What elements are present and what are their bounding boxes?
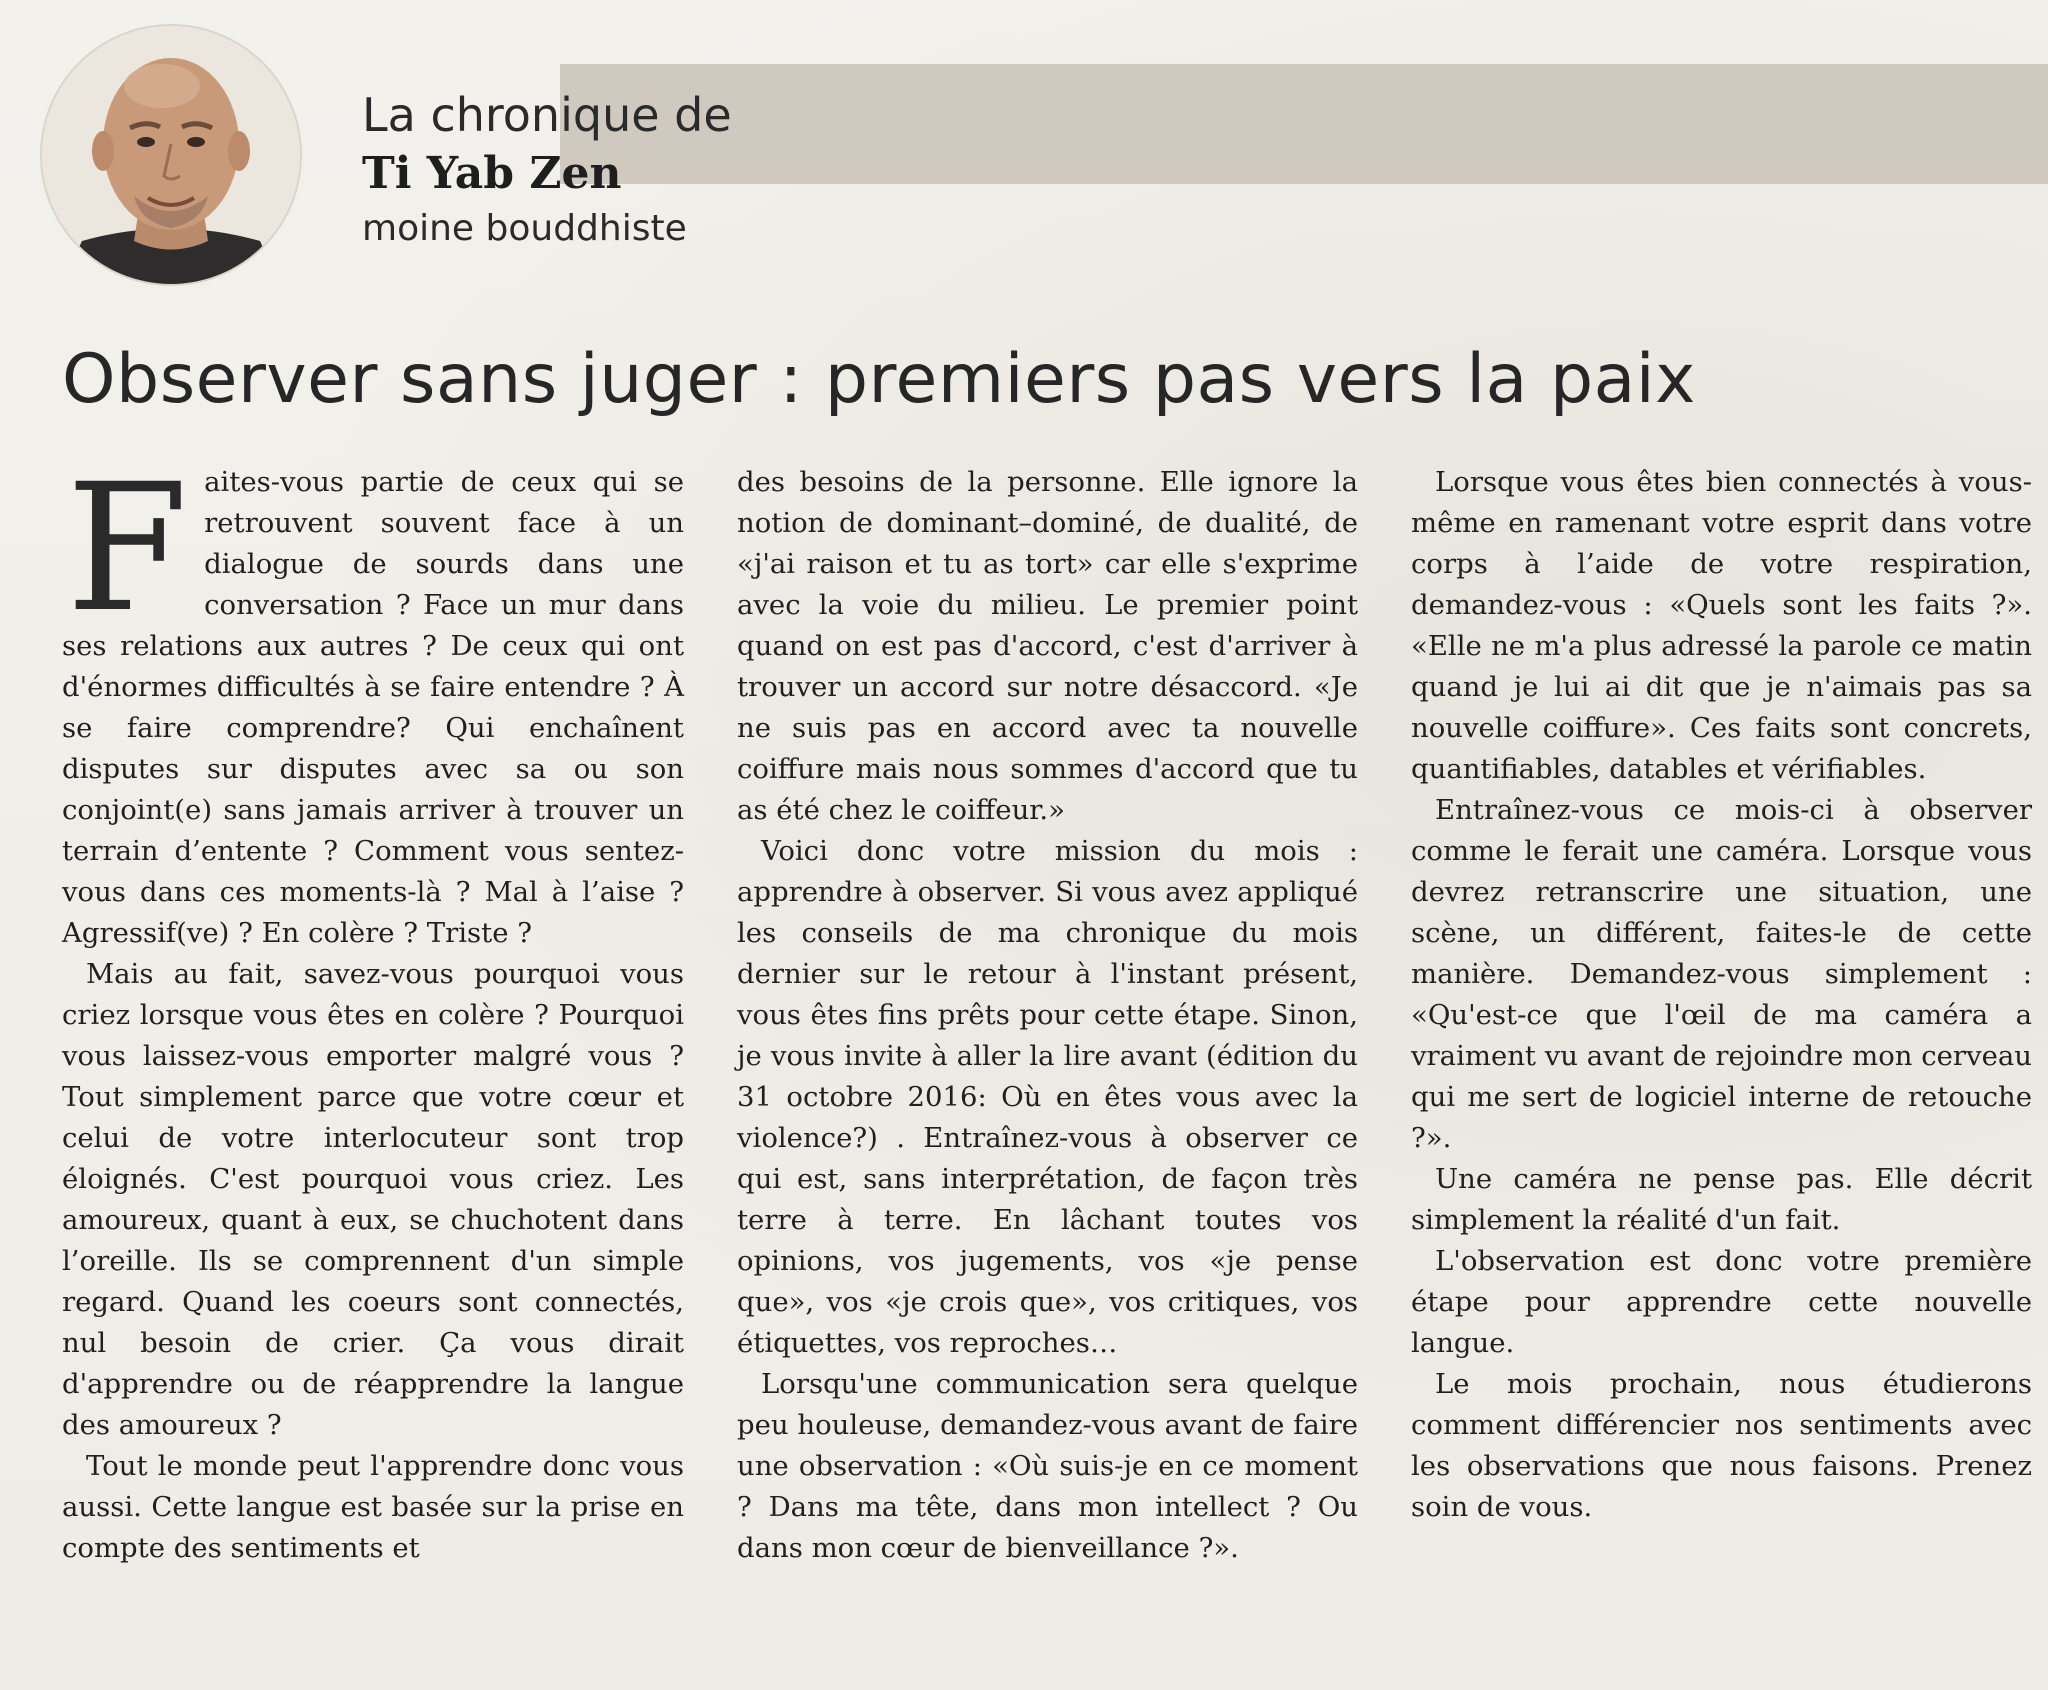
paragraph: Une caméra ne pense pas. Elle décrit simplement la réalité d'un fait. [1411, 1163, 2032, 1236]
paragraph: des besoins de la personne. Elle ignore la notion de dominant–dominé, de dualité, de «j'ai raison et tu as tort» car elle s'exprime avec la voie du milieu. Le premier point quand on est pas d'accord, c'est d'arriver à trouver un accord sur notre désaccord. «Je ne suis pas en accord avec ta nouvelle coiffure mais nous sommes d'accord que tu as été chez le coiffeur.» [737, 466, 1358, 826]
article-column-1 [62, 446, 684, 1569]
article-headline: Observer sans juger : premiers pas vers la paix [62, 340, 1696, 419]
paragraph: Lorsqu'une communication sera quelque peu houleuse, demandez-vous avant de faire une observation : «Où suis-je en ce moment ? Dans ma tête, dans mon intellect ? Ou dans mon cœur de bienveillance ?». [737, 1368, 1358, 1564]
paragraph: L'observation est donc votre première étape pour apprendre cette nouvelle langue. [1411, 1245, 2032, 1359]
drop-cap: F [66, 446, 189, 651]
column-header [362, 86, 732, 254]
author-photo [40, 24, 302, 286]
article-column-3 [1411, 462, 2032, 1528]
paragraph: Le mois prochain, nous étudierons comment différencier nos sentiments avec les observations que nous faisons. Prenez soin de vous. [1411, 1368, 2032, 1523]
paragraph: Mais au fait, savez-vous pourquoi vous criez lorsque vous êtes en colère ? Pourquoi vous laissez-vous emporter malgré vous ? Tout simplement parce que votre cœur et celui de votre interlocuteur sont trop éloignés. C'est pourquoi vous criez. Les amoureux, quant à eux, se chuchotent dans l’oreille. Ils se comprennent d'un simple regard. Quand les coeurs sont connectés, nul besoin de crier. Ça vous dirait d'apprendre ou de réapprendre la langue des amoureux ? [62, 958, 684, 1441]
header-band [560, 64, 2048, 184]
paragraph: aites-vous partie de ceux qui se retrouvent souvent face à un dialogue de sourds dans une conversation ? Face un mur dans ses relations aux autres ? De ceux qui ont d'énormes difficultés à se faire entendre ? À se faire comprendre? Qui enchaînent disputes sur disputes avec sa ou son conjoint(e) sans jamais arriver à trouver un terrain d’entente ? Comment vous sentez-vous dans ces moments-là ? Mal à l’aise ? Agressif(ve) ? En colère ? Triste ? [62, 466, 684, 949]
paragraph: Lorsque vous êtes bien connectés à vous-même en ramenant votre esprit dans votre corps à l’aide de votre respiration, demandez-vous : «Quels sont les faits ?». «Elle ne m'a plus adressé la parole ce matin quand je lui ai dit que je n'aimais pas sa nouvelle coiffure». Ces faits sont concrets, quantifiables, datables et vérifiables. [1411, 466, 2032, 785]
article-column-2 [737, 462, 1358, 1569]
column-intro: La chronique de [362, 88, 732, 142]
author-name: Ti Yab Zen [362, 148, 622, 199]
paragraph: Tout le monde peut l'apprendre donc vous aussi. Cette langue est basée sur la prise en compte des sentiments et [62, 1450, 684, 1564]
author-role: moine bouddhiste [362, 208, 687, 249]
paragraph: Voici donc votre mission du mois : apprendre à observer. Si vous avez appliqué les conseils de ma chronique du mois dernier sur le retour à l'instant présent, vous êtes fins prêts pour cette étape. Sinon, je vous invite à aller la lire avant (édition du 31 octobre 2016: Où en êtes vous avec la violence?) . Entraînez-vous à observer ce qui est, sans interprétation, de façon très terre à terre. En lâchant toutes vos opinions, vos jugements, vos «je pense que», vos «je crois que», vos critiques, vos étiquettes, vos reproches… [737, 835, 1358, 1359]
paragraph: Entraînez-vous ce mois-ci à observer comme le ferait une caméra. Lorsque vous devrez retranscrire une situation, une scène, un différent, faites-le de cette manière. Demandez-vous simplement : «Qu'est-ce que l'œil de ma caméra a vraiment vu avant de rejoindre mon cerveau qui me sert de logiciel interne de retouche ?». [1411, 794, 2032, 1154]
